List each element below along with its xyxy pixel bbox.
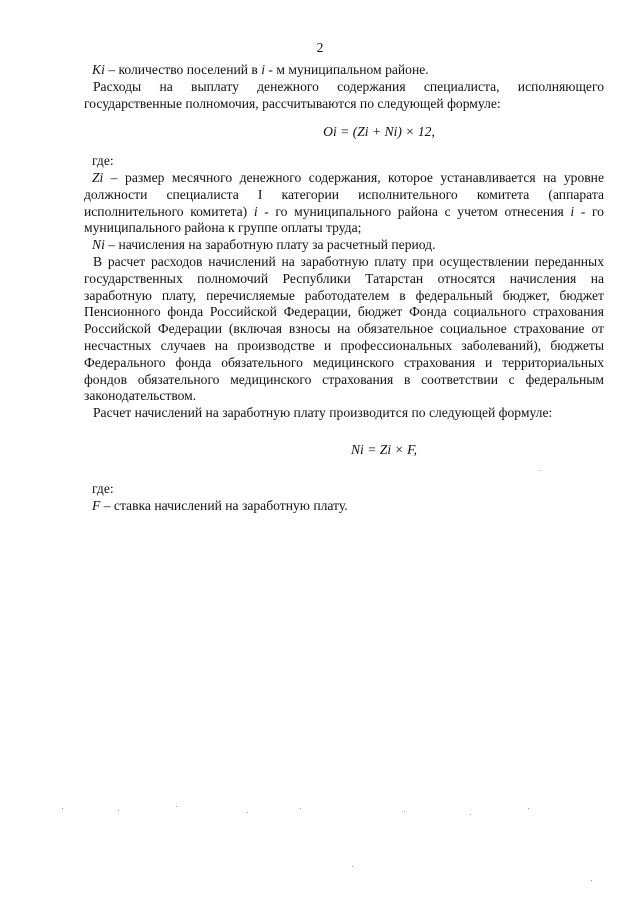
scan-speck <box>470 814 471 815</box>
k-definition-text: – количество поселений в <box>104 62 262 77</box>
f-symbol: F <box>92 497 101 513</box>
scan-speck <box>62 808 63 809</box>
where-label-1: где: <box>92 153 114 169</box>
scan-speck <box>247 812 248 813</box>
f-definition <box>84 498 604 515</box>
z-symbol: Zi <box>92 169 104 185</box>
document-body <box>84 62 604 514</box>
n-definition-text: – начисления на заработную плату за расчетный период. <box>104 237 436 253</box>
scan-speck <box>300 808 301 809</box>
z-i-symbol-2: i <box>570 203 575 219</box>
f-definition-text: – ставка начислений на заработную плату. <box>100 497 348 513</box>
scan-speck <box>118 810 119 811</box>
scan-speck <box>528 808 529 809</box>
n-definition <box>84 237 604 254</box>
k-definition <box>84 62 604 79</box>
formula-accruals: Ni = Zi × F, <box>350 441 418 457</box>
where-label-2: где: <box>92 480 114 496</box>
paragraph-accruals: В расчет расходов начислений на заработную плату при осуществлении переданных государственных полномочий Республики Татарстан относятся начисления на заработную плату, перечисляемые работодателем в федеральный бюджет, бюджет Пенсионного фонда Российской Федерации, бюджет Фонда социального страхования Российской Федерации (включая взносы на обязательное социальное страхование от несчастных случаев на производстве и профессиональных заболеваний), бюджеты Федерального фонда обязательного медицинского страхования и территориальных фондов обязательного медицинского страхования в соответствии с федеральным законодательством. <box>84 253 604 404</box>
z-definition-text-mid: - го муниципального района с учетом отнесения <box>257 203 571 219</box>
k-symbol: Ki <box>92 62 105 77</box>
paragraph-calculation: Расчет начислений на заработную плату производится по следующей формуле: <box>93 405 553 421</box>
scan-speck <box>591 880 592 881</box>
scan-speck <box>176 806 177 807</box>
z-definition-text-end: - го муниципального района к группе оплаты труда; <box>84 203 604 236</box>
z-i-symbol-1: i <box>253 203 258 219</box>
z-definition <box>84 170 604 237</box>
z-definition-text: – размер месячного денежного содержания, которое устанавливается на уровне должности специалиста I категории исполнительного комитета (аппарата исполнительного комитета) <box>84 169 604 219</box>
page-number: 2 <box>316 40 324 55</box>
k-i-symbol: i <box>261 62 266 77</box>
scan-speck <box>404 811 405 812</box>
scan-speck <box>352 866 353 867</box>
formula-salary-expenses: Oi = (Zi + Ni) × 12, <box>323 124 435 140</box>
n-symbol: Ni <box>92 237 105 253</box>
paragraph-expenses: Расходы на выплату денежного содержания специалиста, исполняющего государственные полномочия, рассчитываются по следующей формуле: <box>84 78 604 111</box>
k-definition-text-end: - м муниципальном районе. <box>265 62 429 77</box>
